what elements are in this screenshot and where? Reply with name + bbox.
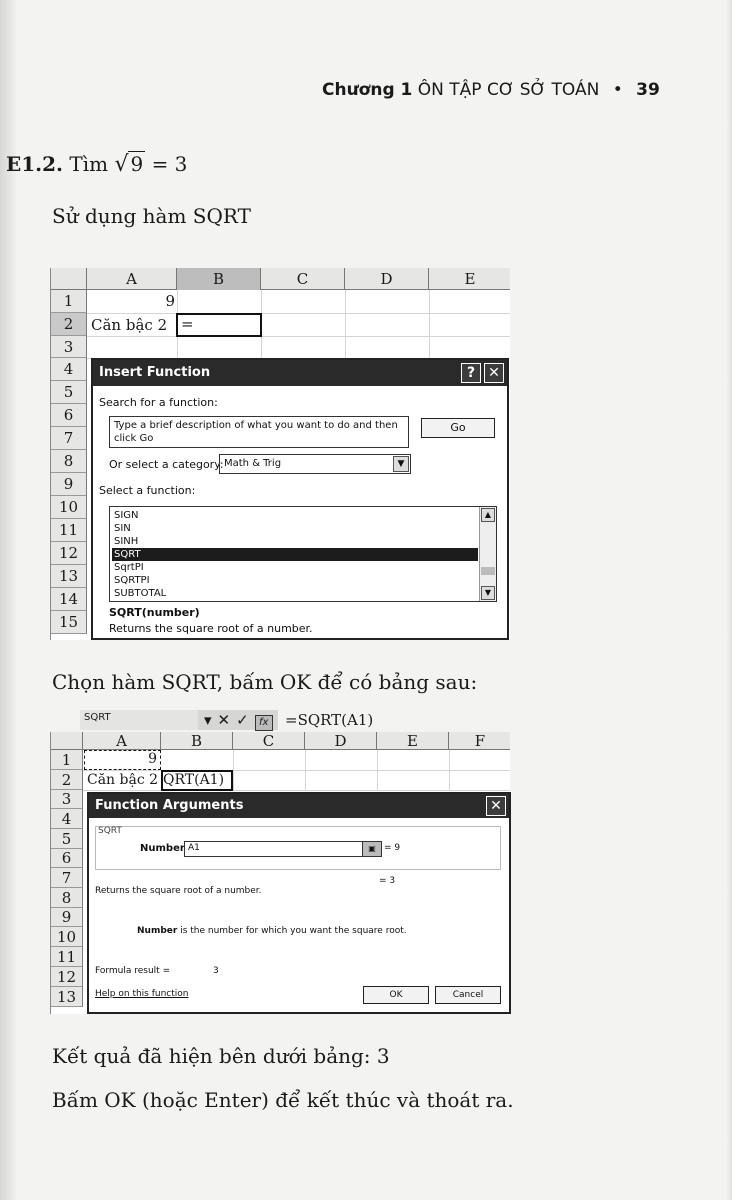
radical-sign: √ bbox=[114, 152, 129, 177]
argument-help-name: Number bbox=[137, 926, 178, 936]
cancel-button[interactable]: Cancel bbox=[435, 986, 501, 1004]
list-item[interactable]: SQRTPI bbox=[114, 575, 150, 586]
select-function-label: Select a function: bbox=[99, 484, 196, 497]
running-head bbox=[322, 80, 660, 100]
list-item[interactable]: SINH bbox=[114, 536, 139, 547]
row-header-1[interactable]: 1 bbox=[51, 750, 83, 770]
gridline bbox=[233, 750, 234, 790]
category-value: Math & Trig bbox=[224, 458, 282, 469]
search-label: Search for a function: bbox=[99, 396, 218, 409]
gridline bbox=[429, 290, 430, 358]
paragraph-finish: Bấm OK (hoặc Enter) để kết thúc và thoát ra. bbox=[52, 1088, 514, 1112]
row-header-5[interactable]: 5 bbox=[51, 829, 83, 849]
row-header-2[interactable]: 2 bbox=[51, 770, 83, 790]
page-gutter-shadow bbox=[0, 0, 16, 1200]
column-header-c[interactable]: C bbox=[261, 268, 345, 290]
insert-function-dialog bbox=[91, 358, 509, 640]
function-result-preview: = 3 bbox=[379, 876, 396, 886]
corner-cell[interactable] bbox=[51, 268, 87, 290]
gridline bbox=[345, 290, 346, 358]
row-header-9[interactable]: 9 bbox=[51, 908, 83, 927]
row-header-9[interactable]: 9 bbox=[51, 473, 87, 496]
row-header-4[interactable]: 4 bbox=[51, 809, 83, 829]
paragraph-result: Kết quả đã hiện bên dưới bảng: 3 bbox=[52, 1044, 390, 1068]
row-header-14[interactable]: 14 bbox=[51, 588, 87, 611]
row-header-8[interactable]: 8 bbox=[51, 450, 87, 473]
fx-icon[interactable]: fx bbox=[255, 715, 273, 731]
gridline bbox=[449, 750, 450, 790]
page-edge-shadow bbox=[726, 0, 732, 1200]
cell-a1[interactable]: 9 bbox=[165, 292, 175, 310]
row-header-11[interactable]: 11 bbox=[51, 947, 83, 967]
ok-button[interactable]: OK bbox=[363, 986, 429, 1004]
chapter-label: Chương 1 bbox=[322, 80, 413, 100]
row-header-5[interactable]: 5 bbox=[51, 381, 87, 404]
formula-result-value: 3 bbox=[213, 966, 219, 976]
list-item-selected[interactable]: SQRT bbox=[112, 548, 478, 561]
column-header-c[interactable]: C bbox=[233, 732, 305, 750]
category-label: Or select a category: bbox=[109, 458, 224, 471]
column-header-e[interactable]: E bbox=[377, 732, 449, 750]
row-header-12[interactable]: 12 bbox=[51, 542, 87, 565]
page-number: 39 bbox=[636, 80, 660, 100]
column-header-f[interactable]: F bbox=[474, 732, 486, 750]
cell-b2-active[interactable]: QRT(A1) bbox=[161, 770, 233, 791]
gridline bbox=[83, 770, 510, 771]
close-button[interactable]: ✕ bbox=[484, 363, 504, 383]
spreadsheet-function-arguments bbox=[50, 732, 510, 1014]
chevron-down-icon[interactable]: ▼ bbox=[393, 456, 409, 472]
gridline bbox=[377, 750, 378, 790]
formula-icons bbox=[198, 710, 278, 730]
row-header-7[interactable]: 7 bbox=[51, 868, 83, 888]
close-button[interactable]: ✕ bbox=[486, 796, 506, 816]
row-header-10[interactable]: 10 bbox=[51, 927, 83, 947]
formula-bar bbox=[80, 710, 510, 732]
column-header-e[interactable]: E bbox=[464, 270, 476, 288]
cell-a1-referenced[interactable]: 9 bbox=[84, 750, 161, 770]
dropdown-icon[interactable]: ▾ bbox=[204, 711, 212, 729]
category-select[interactable] bbox=[219, 454, 411, 474]
list-item[interactable]: SUBTOTAL bbox=[114, 588, 167, 599]
cell-a2[interactable]: Căn bậc 2 bbox=[91, 316, 168, 334]
gridline bbox=[87, 336, 510, 337]
chapter-title: ÔN TẬP CƠ SỞ TOÁN bbox=[417, 80, 600, 100]
radicand: 9 bbox=[130, 152, 144, 176]
arg-result: = 9 bbox=[384, 843, 401, 853]
spreadsheet-insert-function bbox=[50, 268, 510, 640]
row-header-15[interactable]: 15 bbox=[51, 611, 87, 634]
exercise-prompt: Tìm bbox=[69, 152, 109, 176]
gridline bbox=[305, 750, 306, 790]
paragraph-choose-sqrt: Chọn hàm SQRT, bấm OK để có bảng sau: bbox=[52, 670, 478, 694]
cancel-icon[interactable]: ✕ bbox=[217, 711, 231, 729]
search-input[interactable]: Type a brief description of what you want to do and then click Go bbox=[109, 416, 409, 448]
argument-help bbox=[137, 926, 407, 936]
collapse-dialog-icon[interactable]: ▣ bbox=[362, 841, 382, 857]
row-header-7[interactable]: 7 bbox=[51, 427, 87, 450]
row-header-12[interactable]: 12 bbox=[51, 967, 83, 987]
column-header-a[interactable]: A bbox=[83, 732, 161, 750]
scroll-down-icon[interactable]: ▼ bbox=[481, 586, 495, 600]
column-header-b[interactable]: B bbox=[177, 268, 261, 290]
dialog-title: Insert Function bbox=[93, 360, 507, 386]
column-header-d[interactable]: D bbox=[305, 732, 377, 750]
function-arguments-dialog bbox=[87, 792, 511, 1014]
row-header-13[interactable]: 13 bbox=[51, 565, 87, 588]
check-icon[interactable]: ✓ bbox=[236, 711, 249, 729]
function-signature: SQRT(number) bbox=[109, 606, 200, 619]
column-header-row bbox=[51, 732, 510, 750]
function-list[interactable] bbox=[109, 506, 497, 602]
exercise-result: = 3 bbox=[151, 152, 188, 176]
list-scrollbar[interactable] bbox=[479, 507, 496, 601]
sqrt-expression bbox=[114, 152, 145, 177]
cell-a2[interactable]: Căn bậc 2 bbox=[87, 772, 159, 788]
exercise-heading bbox=[6, 152, 187, 177]
function-description: Returns the square root of a number. bbox=[95, 886, 262, 896]
column-header-b[interactable]: B bbox=[161, 732, 233, 750]
row-header-3[interactable]: 3 bbox=[51, 336, 87, 358]
list-item[interactable]: SIN bbox=[114, 523, 131, 534]
header-separator: • bbox=[612, 80, 623, 100]
arguments-group bbox=[95, 826, 501, 870]
exercise-label: E1.2. bbox=[6, 152, 64, 176]
row-header-8[interactable]: 8 bbox=[51, 888, 83, 908]
number-arg-input[interactable]: A1 bbox=[184, 841, 370, 857]
scroll-up-icon[interactable]: ▲ bbox=[481, 508, 495, 522]
group-label: SQRT bbox=[98, 826, 122, 836]
go-button[interactable]: Go bbox=[421, 418, 495, 438]
row-header-6[interactable]: 6 bbox=[51, 404, 87, 427]
formula-result-label: Formula result = bbox=[95, 966, 171, 976]
gridline bbox=[87, 313, 510, 314]
cell-b2-active[interactable]: = bbox=[176, 313, 262, 337]
paragraph-use-sqrt: Sử dụng hàm SQRT bbox=[52, 204, 251, 228]
row-header-13[interactable]: 13 bbox=[51, 987, 83, 1007]
row-header-4[interactable]: 4 bbox=[51, 358, 87, 381]
argument-help-text: is the number for which you want the square root. bbox=[180, 926, 407, 936]
help-link[interactable]: Help on this function bbox=[95, 989, 189, 999]
row-header-11[interactable]: 11 bbox=[51, 519, 87, 542]
name-box[interactable]: SQRT bbox=[80, 710, 198, 730]
row-header-1[interactable]: 1 bbox=[51, 290, 87, 313]
column-header-d[interactable]: D bbox=[345, 268, 429, 290]
column-header-row bbox=[51, 268, 510, 290]
list-item[interactable]: SIGN bbox=[114, 510, 139, 521]
gridline bbox=[83, 790, 510, 791]
corner-cell[interactable] bbox=[51, 732, 83, 750]
row-header-6[interactable]: 6 bbox=[51, 849, 83, 868]
help-button[interactable]: ? bbox=[461, 363, 481, 383]
row-header-2[interactable]: 2 bbox=[51, 313, 87, 336]
row-header-10[interactable]: 10 bbox=[51, 496, 87, 519]
row-header-3[interactable]: 3 bbox=[51, 790, 83, 809]
number-arg-label: Number bbox=[140, 843, 185, 854]
formula-input[interactable]: =SQRT(A1) bbox=[285, 711, 374, 729]
dialog-title: Function Arguments bbox=[89, 794, 509, 818]
function-description: Returns the square root of a number. bbox=[109, 622, 313, 635]
scroll-thumb[interactable] bbox=[481, 567, 495, 575]
column-header-a[interactable]: A bbox=[87, 268, 177, 290]
list-item[interactable]: SqrtPI bbox=[114, 562, 144, 573]
